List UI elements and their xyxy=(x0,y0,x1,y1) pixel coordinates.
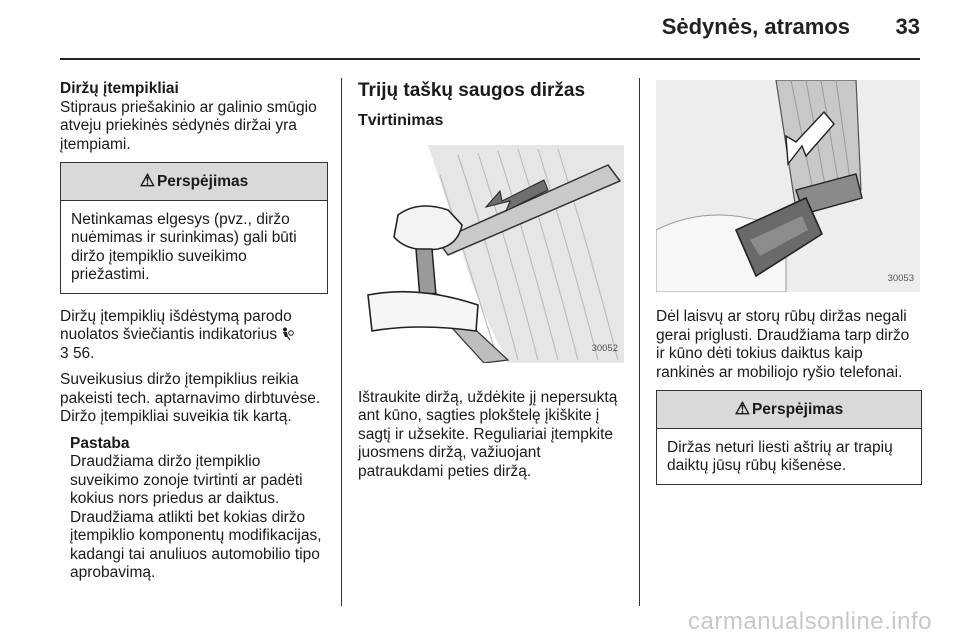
intro-paragraph: Stipraus priešakinio ar galinio smūgio atveju priekinės sėdynės diržai yra įtempiami. xyxy=(60,98,317,153)
indicator-text: Diržų įtempiklių išdėstymą parodo nuolatos šviečiantis indikatorius xyxy=(60,307,292,343)
page-reference-number: 56. xyxy=(72,344,95,362)
header-rule xyxy=(60,58,920,60)
loose-clothing-paragraph: Dėl laisvų ar storų rūbų diržas negali gerai priglusti. Draudžiama tarp diržo ir kūno dėti tokius daiktus kaip rankinės ar mobiliojo ryšio telefonai. xyxy=(656,308,910,381)
warning-box xyxy=(60,162,328,294)
buckle-illustration xyxy=(656,80,920,292)
warning-header xyxy=(61,163,327,201)
watermark: carmanualsonline.info xyxy=(688,608,932,635)
note-block xyxy=(70,435,328,583)
warning-triangle-icon: ⚠ xyxy=(734,399,750,418)
warning-title: Perspėjimas xyxy=(156,173,249,190)
figure-belt-fastening xyxy=(358,145,624,363)
subheading-fastening: Tvirtinimas xyxy=(358,112,444,129)
page-header-title: Sėdynės, atramos xyxy=(661,14,850,39)
section-heading-pretensioners: Diržų įtempikliai xyxy=(60,80,179,97)
seatbelt-airbag-indicator-icon xyxy=(281,327,294,341)
page-number: 33 xyxy=(895,14,920,39)
warning-triangle-icon: ⚠ xyxy=(139,171,155,190)
replacement-paragraph: Suveikusius diržo įtempiklius reikia pakeisti tech. aptarnavimo dirbtuvėse. Diržo įtempikliai suveikia tik kartą. xyxy=(60,371,321,425)
warning-title: Perspėjimas xyxy=(751,401,844,418)
warning-text: Netinkamas elgesys (pvz., diržo nuėmimas ir surinkimas) gali būti diržo įtempiklio suveikimo priežastimi. xyxy=(71,210,297,283)
note-text: Draudžiama diržo įtempiklio suveikimo zonoje tvirtinti ar padėti kokius nors priedus ar daiktus. Draudžiama atlikti bet kokias diržo įtempiklio komponentų modifikacijas, kadangi tai anuliuos automobilio tipo aprobavimą. xyxy=(70,453,322,581)
column-divider-2 xyxy=(639,78,640,606)
column-3 xyxy=(656,80,922,499)
warning-header xyxy=(657,391,921,429)
warning-text: Diržas neturi liesti aštrių ar trapių daiktų jūsų rūbų kišenėse. xyxy=(667,438,893,474)
column-1 xyxy=(60,80,328,583)
note-title: Pastaba xyxy=(70,434,130,452)
figure-id: 30053 xyxy=(887,272,914,284)
warning-box xyxy=(656,390,922,485)
indicator-paragraph xyxy=(60,308,328,364)
figure-buckle xyxy=(656,80,920,292)
fastening-instructions: Ištraukite diržą, uždėkite jį nepersuktą ant kūno, sagties plokštelę įkiškite į sagtį ir užsekite. Reguliariai įtempkite juosmens diržą, važiuojant patraukdami peties diržą. xyxy=(358,388,618,480)
column-divider-1 xyxy=(341,78,342,606)
page-reference-symbol: 3 xyxy=(60,344,69,362)
section-heading-three-point-belt: Trijų taškų saugos diržas xyxy=(358,80,586,101)
belt-fastening-illustration xyxy=(358,145,624,363)
figure-id: 30052 xyxy=(591,343,618,354)
column-2 xyxy=(358,80,626,489)
